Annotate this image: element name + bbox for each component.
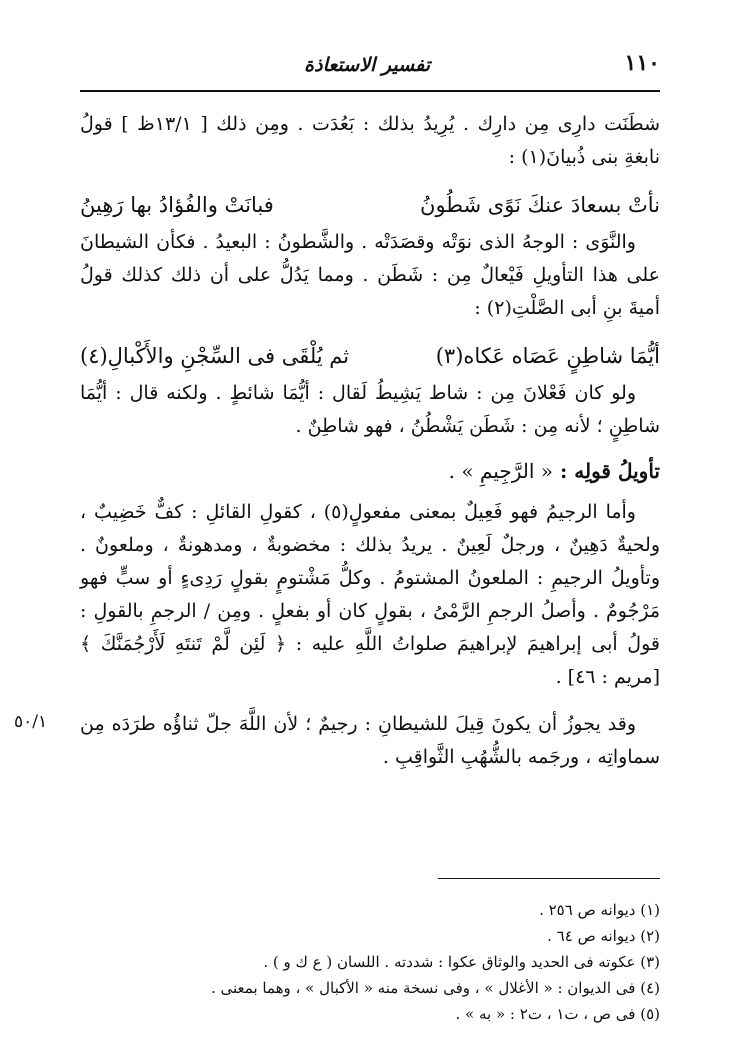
running-title: تفسير الاستعاذة <box>304 54 430 76</box>
footnote-rule <box>438 878 660 879</box>
verse-2-second-hemistich: ثم يُلْقَى فى السِّجْنِ والأَكْبالِ(٤) <box>80 344 350 368</box>
footnotes <box>80 897 660 1027</box>
verse-1-second-hemistich: فبانَتْ والفُؤادُ بها رَهِينُ <box>80 193 274 217</box>
section-heading-label: تأويلُ قولِه : <box>559 459 660 483</box>
paragraph-2: والنَّوَى : الوجهُ الذى نوَتْه وقصَدَتْه . والشَّطونُ : البعيدُ . فكأن الشيطانَ على هذا التأويلِ فَيْعالٌ مِن : شَطَن . ومما يَدُلُّ على أن ذلك كذلك قولُ أميةَ بنِ أبى الصَّلْتِ(٢) : <box>80 231 660 319</box>
section-heading <box>80 455 660 488</box>
verse-1-first-hemistich: نأتْ بسعادَ عنكَ نَوًى شَطُونُ <box>420 193 660 217</box>
footnote-2: (٢) ديوانه ص ٦٤ . <box>547 927 660 945</box>
margin-reference: ٥٠/١ <box>14 712 48 732</box>
page-number: ١١٠ <box>624 50 660 76</box>
paragraph-3: ولو كان فَعْلانَ مِن : شاط يَشِيطُ لَقال : أيُّمَا شائطٍ . ولكنه قال : أيُّمَا شاطِنٍ ؛ لأنه مِن : شَطَن يَشْطُنُ ، فهو شاطِنٌ . <box>80 382 660 437</box>
footnote-3: (٣) عكوته فى الحديد والوثاق عكوا : شددته . اللسان ( ع ك و ) . <box>263 953 660 971</box>
paragraph-5: وقد يجوزُ أن يكونَ قِيلَ للشيطانِ : رجيمٌ ؛ لأن اللَّهَ جلّ ثناؤُه طرَدَه مِن سماواتِه ، ورجَمه بالشُّهُبِ الثَّواقِبِ . <box>80 713 660 768</box>
main-text <box>80 108 660 774</box>
footnote-4: (٤) فى الديوان : « الأغلال » ، وفى نسخة منه « الأكبال » ، وهما بمعنى . <box>210 979 660 997</box>
verse-2-first-hemistich: أيُّمَا شاطِنٍ عَصَاه عَكاه(٣) <box>435 344 660 368</box>
footnote-1: (١) ديوانه ص ٢٥٦ . <box>539 901 660 919</box>
footnote-5: (٥) فى ص ، ت١ ، ت٢ : « به » . <box>455 1005 660 1023</box>
paragraph-1: شطَنَت دارِى مِن دارِك . يُرِيدُ بذلك : بَعُدَت . ومِن ذلك [ ١٣/١ظ ] قولُ نابغةِ بنى ذُبيانَ(١) : <box>80 113 661 168</box>
verse-2 <box>80 339 660 373</box>
paragraph-4: وأما الرجيمُ فهو فَعِيلٌ بمعنى مفعولٍ(٥) ، كقولِ القائلِ : كفٌّ خَضِيبٌ ، ولحيةٌ دَهِينٌ ، ورجلٌ لَعِينٌ . يريدُ بذلك : مخضوبةٌ ، ومدهونةٌ ، وملعونٌ . وتأويلُ الرجيمِ : الملعونُ المشتومُ . وكلُّ مَشْتومٍ بقولٍ رَدِىءٍ أو سبٍّ فهو مَرْجُومٌ . وأصلُ الرجمِ الرَّمْىُ ، بقولٍ كان أو بفعلٍ . ومِن / الرجمِ بالقولِ : قولُ أبى إبراهيمَ لإبراهيمَ صلواتُ اللَّهِ عليه : ﴿ لَئِن لَّمْ تَنتَهِ لَأَرْجُمَنَّكَ ﴾ [مريم : ٤٦] . <box>80 501 660 688</box>
page-header <box>80 44 660 84</box>
verse-1 <box>80 188 660 222</box>
section-heading-quote: « الرَّجِيمِ » . <box>448 459 553 483</box>
header-rule <box>80 90 660 92</box>
